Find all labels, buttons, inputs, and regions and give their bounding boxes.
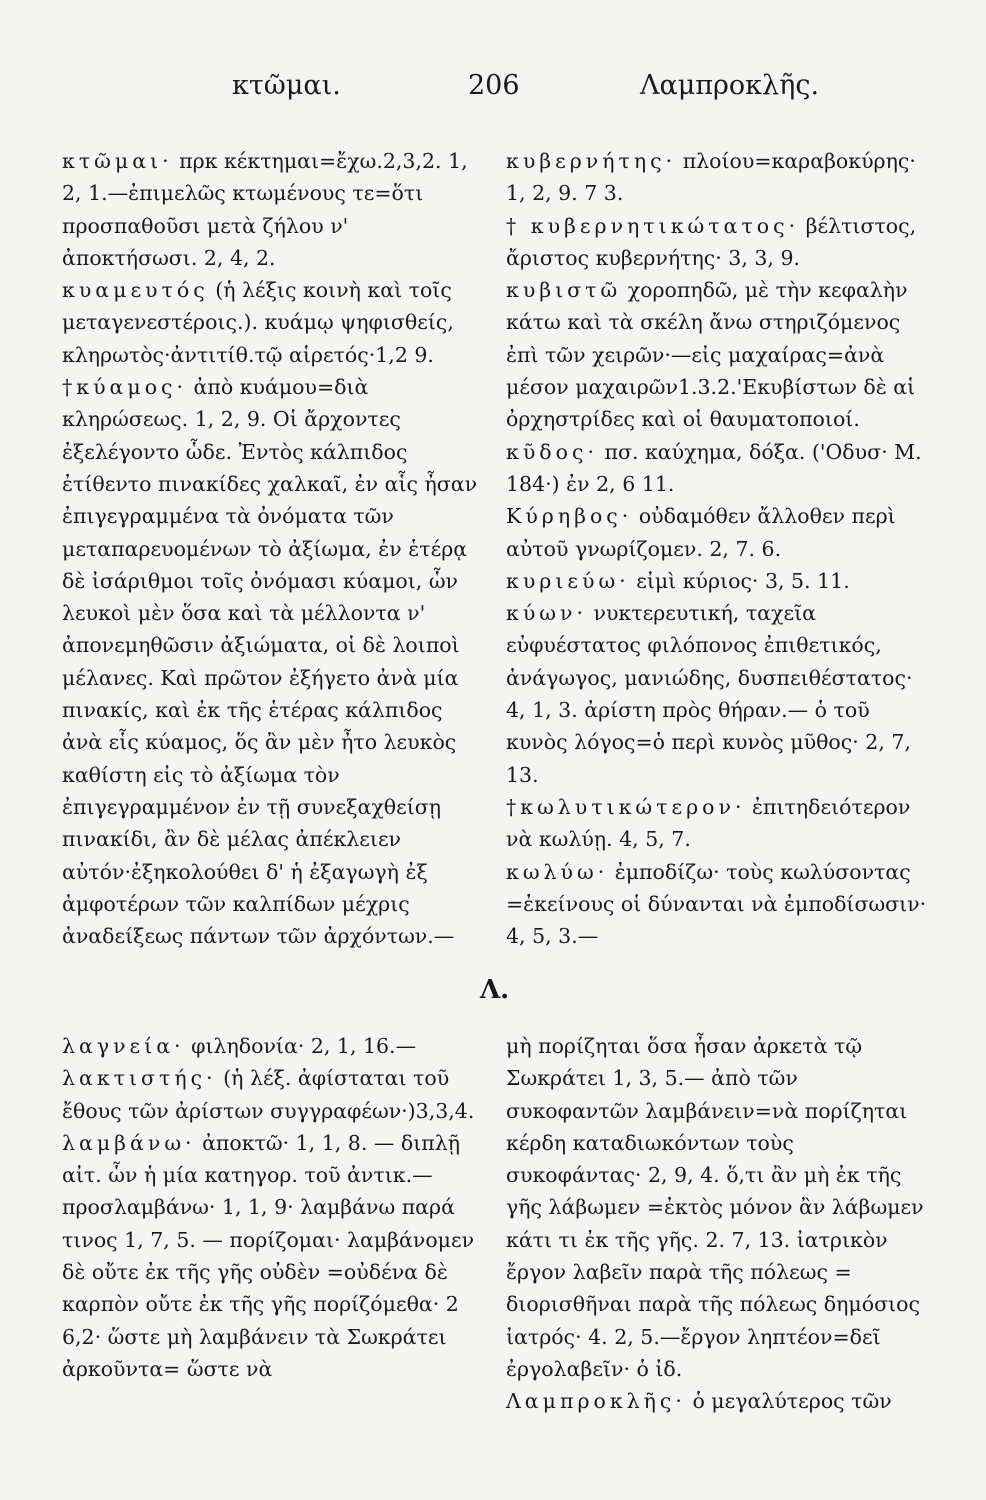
entry-headword: † κυβερνητικώτατος· [506,213,800,238]
running-head-right: Λαμπροκλῆς. [640,70,820,101]
dictionary-entry [62,1127,487,1385]
entry-headword: κύων· [506,601,587,626]
dictionary-entry [506,210,931,275]
entry-headword: κυριεύω· [506,568,630,593]
dictionary-entry [506,436,931,501]
entry-headword: κυβιστῶ [506,278,622,303]
dictionary-entry [506,274,931,435]
dictionary-entry [506,500,931,565]
dictionary-entry [506,1385,931,1417]
dictionary-entry [506,791,931,856]
entry-text: πλοίου=καραβοκύρης· 1, 2, 9. 7 3. [506,149,916,206]
dictionary-entry [506,565,931,597]
dictionary-entry [62,274,487,371]
entry-headword: †κωλυτικώτερον· [506,794,746,819]
entry-headword: λαγνεία· [62,1034,185,1058]
entry-text: ἀπὸ κυάμου=διὰ κληρώσεως. 1, 2, 9. Οἱ ἄρχοντες ἐξελέγοντο ὧδε. Ἐντὸς κάλπιδος ἐτίθεντο πινακίδες χαλκαῖ, ἐν αἷς ἦσαν ἐπιγεγραμμένα τὰ ὀνόματα τῶν μεταπαρευομένων τὸ ἀξίωμα, ἐν ἑτέρᾳ δὲ ἰσάριθμοι τοῖς ὀνόμασι κύαμοι, ὧν λευκοὶ μὲν ὅσα καὶ τὰ μέλλοντα ν' ἀπονεμηθῶσιν ἀξιώματα, οἱ δὲ λοιποὶ μέλανες. Καὶ πρῶτον ἐξήγετο ἀνὰ μία πινακίς, καὶ ἐκ τῆς ἑτέρας κάλπιδος ἀνὰ εἷς κύαμος, ὅς ἂν μὲν ἦτο λευκὸς καθίστη εἰς τὸ ἀξίωμα τὸν ἐπιγεγραμμένον ἐν τῇ συνεξαχθείσῃ πινακίδι, ἂν δὲ μέλας ἀπέκλειεν αὐτόν·ἐξηκολούθει δ' ἡ ἐξαγωγὴ ἐξ ἀμφοτέρων τῶν καλπίδων μέχρις ἀναδείξεως πάντων τῶν ἀρχόντων.— [62,375,478,949]
entry-text: μὴ πορίζηται ὅσα ἦσαν ἀρκετὰ τῷ Σωκράτει 1, 3, 5.— ἀπὸ τῶν συκοφαντῶν λαμβάνειν=νὰ πορίζηται κέρδη καταδιωκόντων τοὺς συκοφάντας· 2, 9, 4. ὅ,τι ἂν μὴ ἐκ τῆς γῆς λάβωμεν =ἐκτὸς μόνον ἂν λάβωμεν κάτι τι ἐκ τῆς γῆς. 2. 7, 13. ἰατρικὸν ἔργον λαβεῖν παρὰ τῆς πόλεως = διορισθῆναι παρὰ τῆς πόλεως δημόσιος ἰατρός· 4. 2, 5.—ἔργον ληπτέον=δεῖ ἐργολαβεῖν· ὁ ἰδ. [506,1034,924,1381]
entry-headword: κῦδος· [506,439,598,464]
dictionary-entry [62,145,487,274]
entry-headword: κυβερνήτης· [506,149,677,173]
dictionary-entry [62,371,487,952]
dictionary-entry [62,1030,487,1062]
entry-headword: Λαμπροκλῆς· [506,1389,686,1414]
dictionary-entry [506,597,931,791]
entry-headword: Κύρηβος· [506,504,633,529]
entry-headword: κυαμευτός [62,278,209,303]
entry-headword: λαμβάνω· [62,1130,196,1155]
dictionary-entry [506,856,931,953]
entry-text: ὁ μεγαλύτερος τῶν [685,1389,892,1414]
entry-text: εἰμὶ κύριος· 3, 5. 11. [629,568,850,593]
entry-text: φιληδονία· 2, 1, 16.— [184,1034,417,1058]
entry-text: ἀποκτῶ· 1, 1, 8. — διπλῇ αἰτ. ὧν ἡ μία κατηγορ. τοῦ ἀντικ.—προσλαμβάνω· 1, 1, 9· λαμβάνω παρά τινος 1, 7, 5. — πορίζομαι· λαμβάνομεν δὲ οὔτε ἐκ τῆς γῆς οὐδὲν =οὐδένα δὲ καρπὸν οὔτε ἐκ τῆς γῆς πορίζόμεθα· 2 6,2· ὥστε μὴ λαμβάνειν τὰ Σωκράτει ἀρκοῦντα= ὥστε νὰ [62,1130,475,1381]
entry-text: πρκ κέκτημαι=ἔχω.2,3,2. 1, 2, 1.—ἐπιμελῶς κτωμένους τε=ὅτι προσπαθοῦσι μετὰ ζήλου ν' ἀποκτήσωσι. 2, 4, 2. [62,149,468,270]
entry-headword: κτῶμαι· [62,149,173,173]
column-bottom-left [62,1030,487,1385]
entry-headword: κωλύω· [506,859,609,884]
entry-text: ἐπιτηδειότερον νὰ κωλύῃ. 4, 5, 7. [506,794,911,852]
entry-text: νυκτερευτική, ταχεῖα εὐφυέστατος φιλόπονος ἐπιθετικός, ἀνάγωγος, μανιώδης, δυσπειθέστατος· 4, 1, 3. ἀρίστη πρὸς θήραν.— ὁ τοῦ κυνὸς λόγος=ὁ περὶ κυνὸς μῦθος· 2, 7, 13. [506,601,913,787]
page-header [0,70,986,110]
entry-text: οὐδαμόθεν ἄλλοθεν περὶ αὐτοῦ γνωρίζομεν. 2, 7. 6. [506,504,896,561]
entry-headword: λακτιστής· [62,1066,217,1091]
entry-text: χοροπηδῶ, μὲ τὴν κεφαλὴν κάτω καὶ τὰ σκέλη ἄνω στηριζόμενος ἐπὶ τῶν χειρῶν·—εἰς μαχαίρας=ἀνὰ μέσον μαχαιρῶν1.3.2.'Εκυβίστων δὲ αἱ ὀρχηστρίδες καὶ οἱ θαυματοποιοί. [506,278,916,432]
dictionary-entry-continued [506,1030,931,1385]
entry-text: (ἡ λέξις κοινὴ καὶ τοῖς μεταγενεστέροις.). κυάμῳ ψηφισθείς, κληρωτὸς·ἀντιτίθ.τῷ αἱρετός·1,2 9. [62,278,454,367]
dictionary-entry [62,1062,487,1127]
column-top-left [62,145,487,952]
entry-text: πσ. καύχημα, δόξα. ('Οδυσ· Μ. 184·) ἐν 2, 6 11. [506,439,922,496]
dictionary-entry [506,145,931,210]
entry-headword: †κύαμος· [62,375,188,400]
entry-text: ἐμποδίζω· τοὺς κωλύσοντας =ἐκείνους οἱ δύνανται νὰ ἐμποδίσωσιν· 4, 5, 3.— [506,859,927,949]
column-bottom-right [506,1030,931,1418]
column-top-right [506,145,931,952]
entry-text: βέλτιστος, ἄριστος κυβερνήτης· 3, 3, 9. [506,213,917,270]
section-letter: Λ. [480,975,510,1005]
page-number: 206 [468,70,520,101]
running-head-left: κτῶμαι. [232,70,341,101]
entry-text: (ἡ λέξ. ἀφίσταται τοῦ ἔθους τῶν ἀρίστων συγγραφέων·)3,3,4. [62,1066,475,1123]
